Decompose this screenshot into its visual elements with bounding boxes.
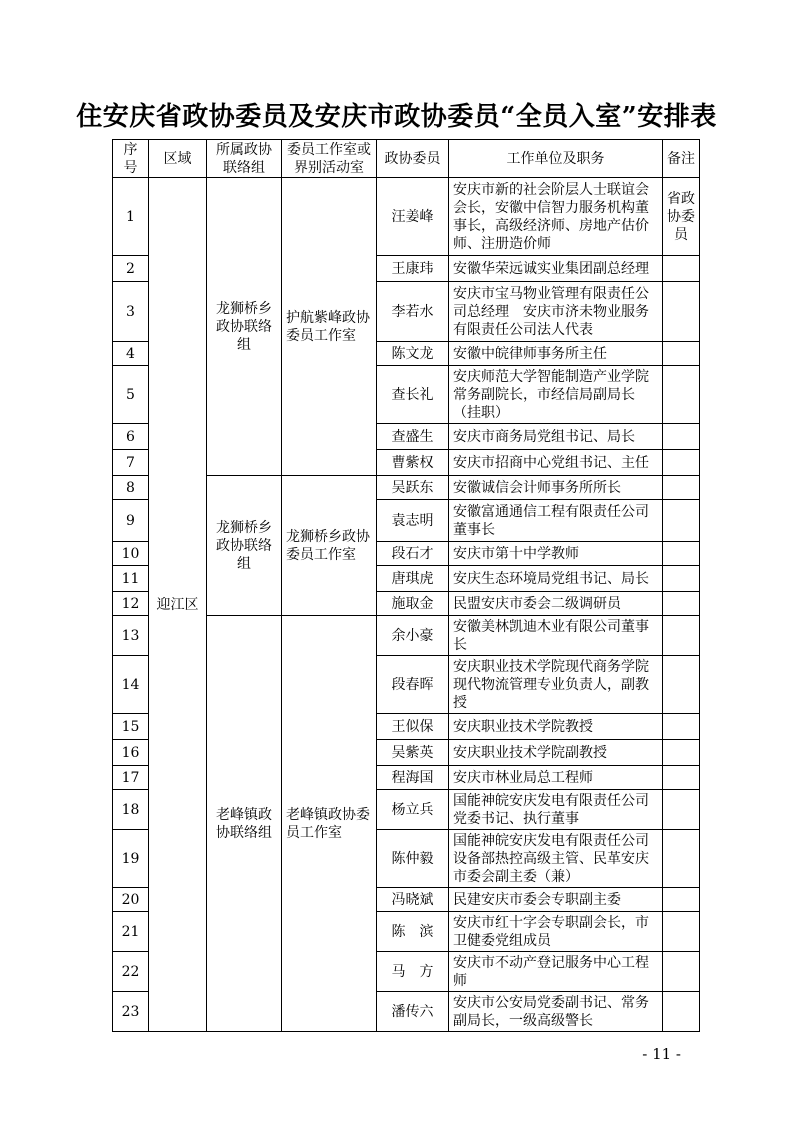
member-cell: 陈 滨	[377, 912, 449, 952]
header-remark: 备注	[663, 140, 700, 178]
header-unit: 工作单位及职务	[449, 140, 663, 178]
unit-cell: 安庆职业技术学院教授	[449, 714, 663, 740]
member-cell: 冯晓斌	[377, 888, 449, 912]
remark-cell	[663, 740, 700, 766]
remark-cell: 省政协委员	[663, 178, 700, 256]
seq-cell: 5	[113, 366, 149, 424]
member-cell: 程海国	[377, 766, 449, 790]
seq-cell: 7	[113, 450, 149, 476]
remark-cell	[663, 714, 700, 740]
remark-cell	[663, 656, 700, 714]
seq-cell: 15	[113, 714, 149, 740]
unit-cell: 安庆市商务局党组书记、局长	[449, 424, 663, 450]
member-cell: 查长礼	[377, 366, 449, 424]
member-cell: 陈仲毅	[377, 830, 449, 888]
office-cell: 龙狮桥乡政协委员工作室	[282, 476, 377, 616]
seq-cell: 11	[113, 566, 149, 592]
unit-cell: 国能神皖安庆发电有限责任公司党委书记、执行董事	[449, 790, 663, 830]
group-cell: 龙狮桥乡政协联络组	[207, 178, 282, 476]
header-seq: 序号	[113, 140, 149, 178]
unit-cell: 民盟安庆市委会二级调研员	[449, 592, 663, 616]
remark-cell	[663, 476, 700, 500]
header-group: 所属政协联络组	[207, 140, 282, 178]
unit-cell: 安庆市宝马物业管理有限责任公司总经理 安庆市济未物业服务有限责任公司法人代表	[449, 282, 663, 342]
unit-cell: 安徽中皖律师事务所主任	[449, 342, 663, 366]
unit-cell: 安庆职业技术学院副教授	[449, 740, 663, 766]
remark-cell	[663, 282, 700, 342]
seq-cell: 23	[113, 992, 149, 1032]
remark-cell	[663, 790, 700, 830]
remark-cell	[663, 366, 700, 424]
unit-cell: 安庆职业技术学院现代商务学院现代物流管理专业负责人，副教授	[449, 656, 663, 714]
member-cell: 段春晖	[377, 656, 449, 714]
member-cell: 袁志明	[377, 500, 449, 542]
seq-cell: 4	[113, 342, 149, 366]
seq-cell: 6	[113, 424, 149, 450]
seq-cell: 3	[113, 282, 149, 342]
seq-cell: 10	[113, 542, 149, 566]
unit-cell: 安庆市红十字会专职副会长，市卫健委党组成员	[449, 912, 663, 952]
seq-cell: 16	[113, 740, 149, 766]
seq-cell: 9	[113, 500, 149, 542]
member-cell: 汪姜峰	[377, 178, 449, 256]
unit-cell: 安徽诚信会计师事务所所长	[449, 476, 663, 500]
member-cell: 段石才	[377, 542, 449, 566]
header-office: 委员工作室或界别活动室	[282, 140, 377, 178]
table-row	[113, 178, 700, 256]
unit-cell: 安庆市招商中心党组书记、主任	[449, 450, 663, 476]
member-cell: 王康玮	[377, 256, 449, 282]
remark-cell	[663, 256, 700, 282]
remark-cell	[663, 766, 700, 790]
seq-cell: 22	[113, 952, 149, 992]
unit-cell: 安庆市新的社会阶层人士联谊会会长，安徽中信智力服务机构董事长，高级经济师、房地产估价师、注册造价师	[449, 178, 663, 256]
unit-cell: 安庆市第十中学教师	[449, 542, 663, 566]
remark-cell	[663, 542, 700, 566]
unit-cell: 安庆市林业局总工程师	[449, 766, 663, 790]
member-cell: 杨立兵	[377, 790, 449, 830]
member-cell: 施取金	[377, 592, 449, 616]
office-cell: 护航紫峰政协委员工作室	[282, 178, 377, 476]
unit-cell: 安徽华荣远诚实业集团副总经理	[449, 256, 663, 282]
area-cell: 迎江区	[149, 178, 207, 1032]
arrangement-table	[112, 139, 700, 1032]
seq-cell: 17	[113, 766, 149, 790]
remark-cell	[663, 450, 700, 476]
unit-cell: 国能神皖安庆发电有限责任公司设备部热控高级主管、民革安庆市委会副主委（兼）	[449, 830, 663, 888]
member-cell: 李若水	[377, 282, 449, 342]
remark-cell	[663, 992, 700, 1032]
member-cell: 余小豪	[377, 616, 449, 656]
seq-cell: 8	[113, 476, 149, 500]
member-cell: 王似保	[377, 714, 449, 740]
member-cell: 唐琪虎	[377, 566, 449, 592]
remark-cell	[663, 616, 700, 656]
seq-cell: 1	[113, 178, 149, 256]
seq-cell: 13	[113, 616, 149, 656]
unit-cell: 安庆市公安局党委副书记、常务副局长，一级高级警长	[449, 992, 663, 1032]
member-cell: 潘传六	[377, 992, 449, 1032]
group-cell: 龙狮桥乡政协联络组	[207, 476, 282, 616]
remark-cell	[663, 566, 700, 592]
table-header-row	[113, 140, 700, 178]
member-cell: 查盛生	[377, 424, 449, 450]
unit-cell: 安徽富通通信工程有限责任公司董事长	[449, 500, 663, 542]
seq-cell: 18	[113, 790, 149, 830]
unit-cell: 安庆师范大学智能制造产业学院常务副院长，市经信局副局长（挂职）	[449, 366, 663, 424]
member-cell: 曹紫权	[377, 450, 449, 476]
unit-cell: 安徽美林凯迪木业有限公司董事长	[449, 616, 663, 656]
seq-cell: 2	[113, 256, 149, 282]
page-title: 住安庆省政协委员及安庆市政协委员“全员入室”安排表	[76, 102, 717, 132]
remark-cell	[663, 952, 700, 992]
header-member: 政协委员	[377, 140, 449, 178]
remark-cell	[663, 912, 700, 952]
member-cell: 吴跃东	[377, 476, 449, 500]
seq-cell: 20	[113, 888, 149, 912]
seq-cell: 14	[113, 656, 149, 714]
unit-cell: 民建安庆市委会专职副主委	[449, 888, 663, 912]
seq-cell: 21	[113, 912, 149, 952]
remark-cell	[663, 592, 700, 616]
header-area: 区域	[149, 140, 207, 178]
seq-cell: 12	[113, 592, 149, 616]
unit-cell: 安庆生态环境局党组书记、局长	[449, 566, 663, 592]
office-cell: 老峰镇政协委员工作室	[282, 616, 377, 1032]
remark-cell	[663, 424, 700, 450]
member-cell: 马 方	[377, 952, 449, 992]
remark-cell	[663, 830, 700, 888]
group-cell: 老峰镇政协联络组	[207, 616, 282, 1032]
member-cell: 吴紫英	[377, 740, 449, 766]
unit-cell: 安庆市不动产登记服务中心工程师	[449, 952, 663, 992]
seq-cell: 19	[113, 830, 149, 888]
remark-cell	[663, 888, 700, 912]
remark-cell	[663, 342, 700, 366]
remark-cell	[663, 500, 700, 542]
member-cell: 陈文龙	[377, 342, 449, 366]
page-number: - 11 -	[642, 1045, 681, 1063]
